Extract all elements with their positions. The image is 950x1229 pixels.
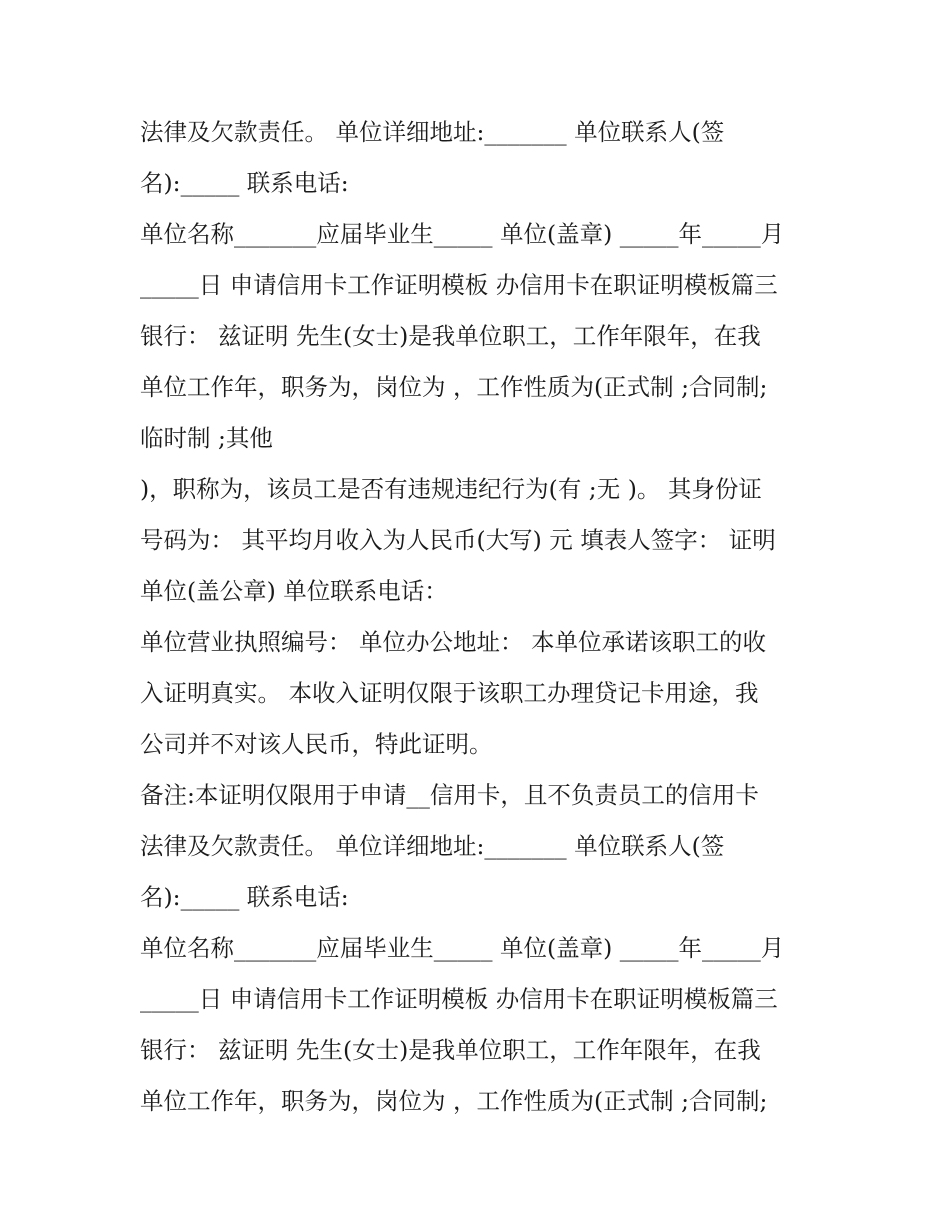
text-line: 号码为： 其平均月收入为人民币(大写) 元 填表人签字： 证明 (140, 526, 776, 554)
text-line: 法律及欠款责任。 单位详细地址:_______ 单位联系人(签 (140, 118, 725, 146)
document-body (140, 107, 820, 1127)
text-line: )，职称为，该员工是否有违规违纪行为(有 ;无 )。 其身份证 (140, 475, 762, 503)
text-line: 备注:本证明仅限用于申请__信用卡，且不负责员工的信用卡 (140, 781, 759, 809)
text-line: 名):_____ 联系电话: (140, 883, 349, 911)
text-line: 法律及欠款责任。 单位详细地址:_______ 单位联系人(签 (140, 832, 725, 860)
text-line: 单位名称_______应届毕业生_____ 单位(盖章) _____年_____月 (140, 220, 785, 248)
text-line: 单位名称_______应届毕业生_____ 单位(盖章) _____年_____月 (140, 934, 785, 962)
text-line: _____日 申请信用卡工作证明模板 办信用卡在职证明模板篇三 (140, 271, 778, 299)
text-line: 单位工作年，职务为，岗位为 ，工作性质为(正式制 ;合同制; (140, 373, 768, 401)
text-line: 单位营业执照编号： 单位办公地址： 本单位承诺该职工的收 (140, 628, 766, 656)
text-line: _____日 申请信用卡工作证明模板 办信用卡在职证明模板篇三 (140, 985, 778, 1013)
text-line: 银行： 兹证明 先生(女士)是我单位职工，工作年限年，在我 (140, 1036, 761, 1064)
text-line: 单位(盖公章) 单位联系电话： (140, 577, 448, 605)
text-line: 名):_____ 联系电话: (140, 169, 349, 197)
text-line: 银行： 兹证明 先生(女士)是我单位职工，工作年限年，在我 (140, 322, 761, 350)
text-line: 单位工作年，职务为，岗位为 ，工作性质为(正式制 ;合同制; (140, 1087, 768, 1115)
text-line: 入证明真实。 本收入证明仅限于该职工办理贷记卡用途，我 (140, 679, 759, 707)
text-line: 临时制 ;其他 (140, 424, 273, 452)
text-line: 公司并不对该人民币，特此证明。 (140, 730, 493, 758)
